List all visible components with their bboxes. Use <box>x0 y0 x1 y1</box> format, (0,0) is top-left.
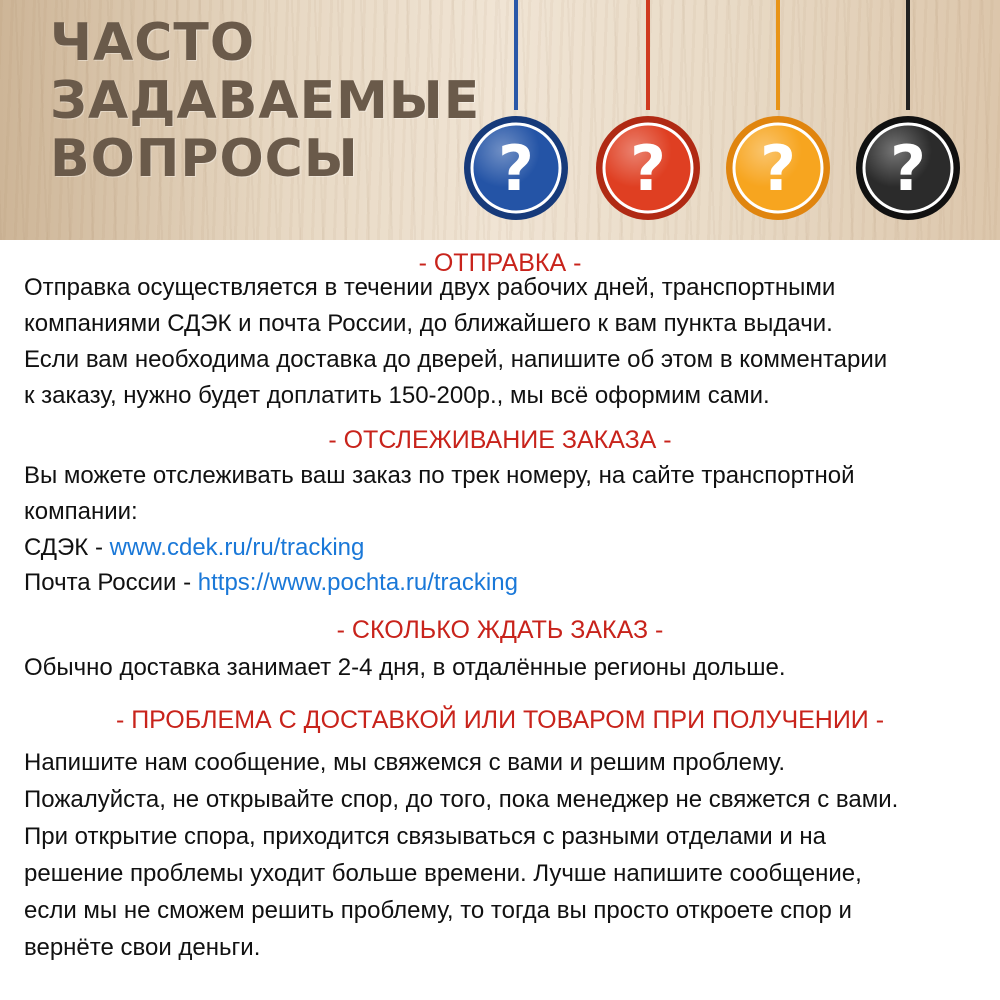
shipping-text-line: компаниями СДЭК и почта России, до ближайшего к вам пункта выдачи. <box>24 310 833 337</box>
problem-text-line: Пожалуйста, не открывайте спор, до того, пока менеджер не свяжется с вами. <box>24 786 899 813</box>
question-ornament-red <box>596 116 700 220</box>
tracking-text-line: компании: <box>24 498 138 525</box>
section-title-wait: - СКОЛЬКО ЖДАТЬ ЗАКАЗ - <box>336 616 664 644</box>
section-title-tracking: - ОТСЛЕЖИВАНИЕ ЗАКАЗА - <box>328 426 672 454</box>
problem-text-line: вернёте свои деньги. <box>24 934 261 961</box>
faq-banner <box>0 0 1000 240</box>
banner-title-line: ЧАСТО <box>50 13 256 73</box>
shipping-text-line: Если вам необходима доставка до дверей, напишите об этом в комментарии <box>24 346 888 373</box>
pochta-label: Почта России - <box>24 569 198 596</box>
problem-text-line: При открытие спора, приходится связываться с разными отделами и на <box>24 823 827 850</box>
banner-title-line: ЗАДАВАЕМЫЕ <box>50 71 481 131</box>
question-ornament-orange <box>726 116 830 220</box>
question-mark-icon: ? <box>630 132 666 205</box>
tracking-text-line: Вы можете отслеживать ваш заказ по трек номеру, на сайте транспортной <box>24 462 855 489</box>
question-mark-icon: ? <box>498 132 534 205</box>
shipping-text-line: к заказу, нужно будет доплатить 150-200р., мы всё оформим сами. <box>24 382 770 409</box>
cdek-tracking-link[interactable]: www.cdek.ru/ru/tracking <box>109 534 365 561</box>
cdek-label: СДЭК - <box>24 534 110 561</box>
problem-text-line: Напишите нам сообщение, мы свяжемся с вами и решим проблему. <box>24 749 786 776</box>
section-title-shipping: - ОТПРАВКА - <box>418 249 582 277</box>
tracking-pochta-line <box>24 565 984 601</box>
tracking-cdek-line <box>24 530 984 566</box>
problem-text-line: если мы не сможем решить проблему, то тогда вы просто откроете спор и <box>24 897 852 924</box>
question-mark-icon: ? <box>890 132 926 205</box>
question-ornaments <box>0 0 1000 240</box>
banner-title-line: ВОПРОСЫ <box>50 129 359 189</box>
problem-text-line: решение проблемы уходит больше времени. Лучше напишите сообщение, <box>24 860 862 887</box>
pochta-tracking-link[interactable]: https://www.pochta.ru/tracking <box>197 569 518 596</box>
faq-content <box>0 240 1000 1000</box>
wait-text-line: Обычно доставка занимает 2-4 дня, в отдалённые регионы дольше. <box>24 654 786 681</box>
section-title-problem: - ПРОБЛЕМА С ДОСТАВКОЙ ИЛИ ТОВАРОМ ПРИ ПОЛУЧЕНИИ - <box>115 706 885 734</box>
shipping-text-line: Отправка осуществляется в течении двух рабочих дней, транспортными <box>24 274 836 301</box>
question-mark-icon: ? <box>760 132 796 205</box>
question-ornament-blue <box>464 116 568 220</box>
question-ornament-black <box>856 116 960 220</box>
